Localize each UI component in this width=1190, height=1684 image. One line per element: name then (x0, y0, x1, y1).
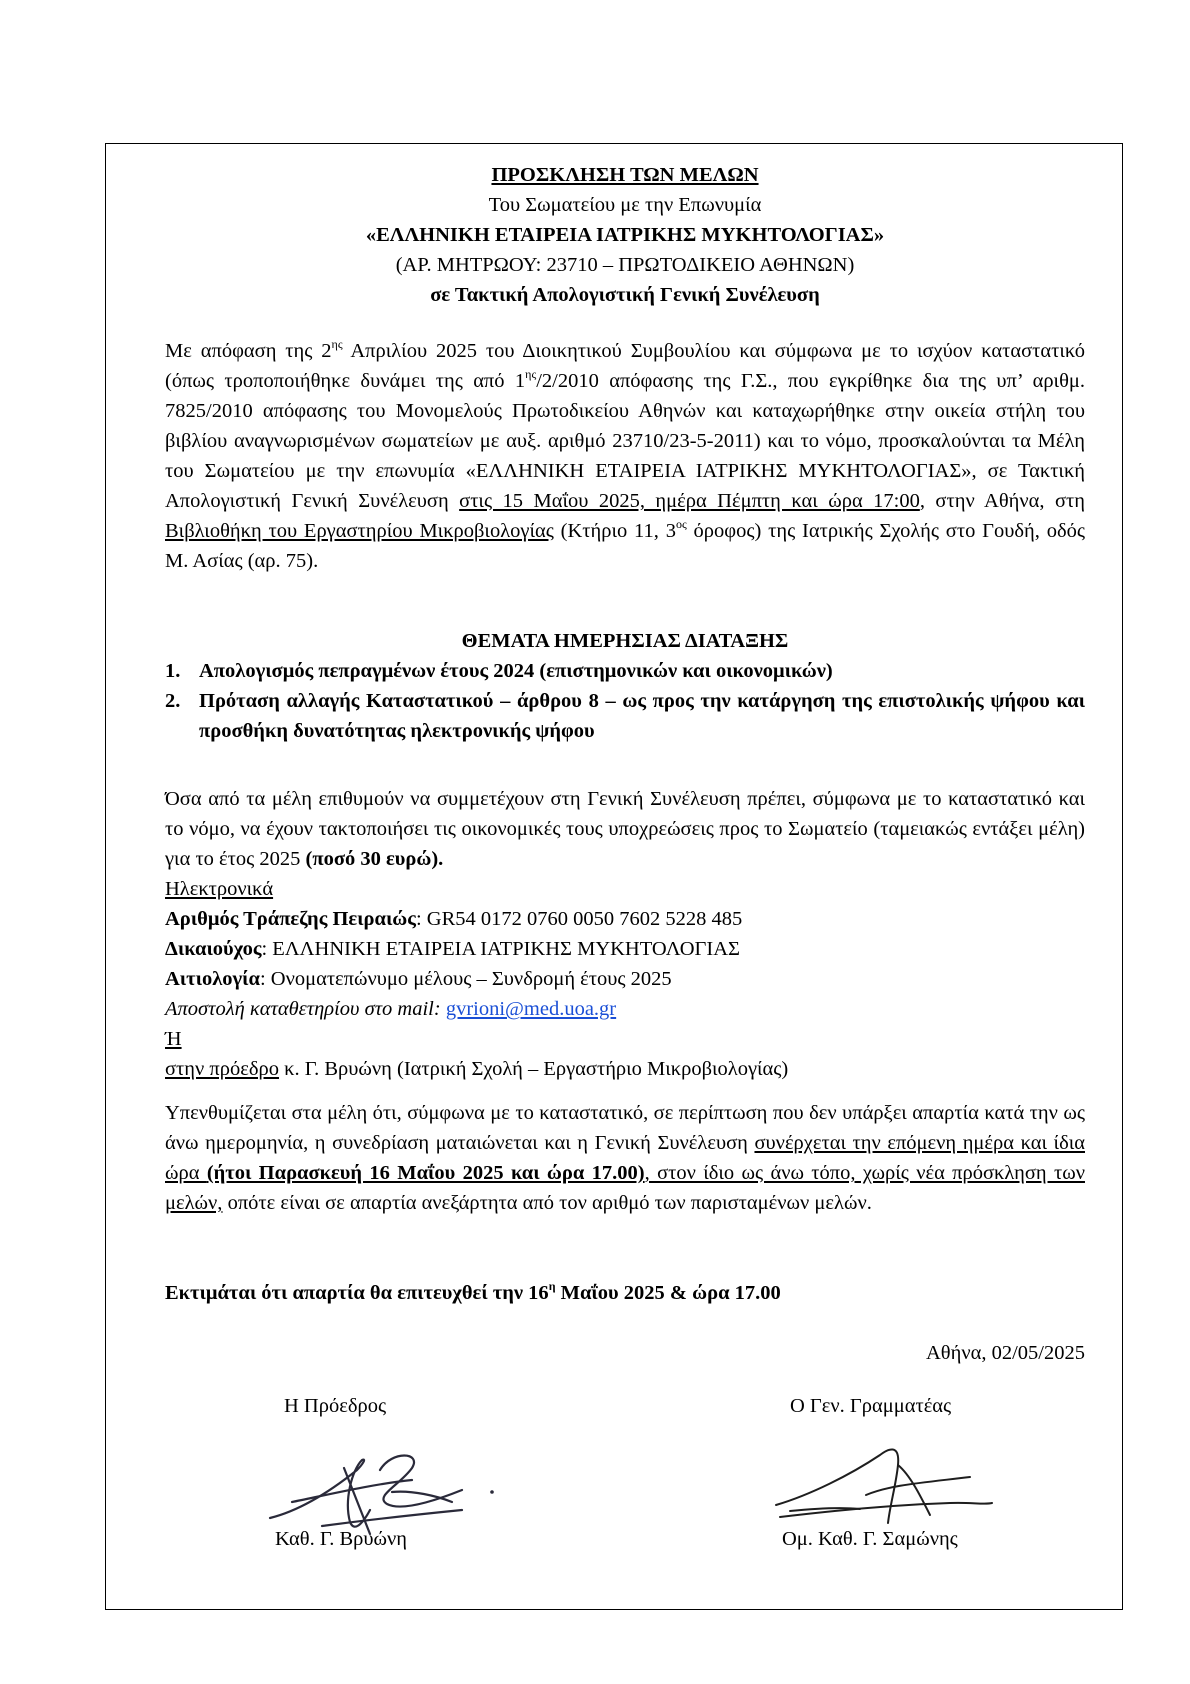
president-details: κ. Γ. Βρυώνη (Ιατρική Σχολή – Εργαστήριο Μικροβιολογίας) (278, 1058, 789, 1080)
payment-section (165, 784, 1085, 1084)
para1-sup-1: ης (331, 337, 343, 351)
agenda-section (165, 626, 1085, 746)
left-signatory-role: Η Πρόεδρος (284, 1395, 387, 1417)
para1-text-2: Απριλίου 2025 του Διοικητικού Συμβουλίου και σύμφωνα με το ισχύον καταστατικό (όπως τροποποιήθηκε δυνάμει της από 1 (165, 340, 1085, 392)
fee-amount: (ποσό 30 ευρώ). (305, 848, 444, 870)
organization-name: «ΕΛΛΗΝΙΚΗ ΕΤΑΙΡΕΙΑ ΙΑΤΡΙΚΗΣ ΜΥΚΗΤΟΛΟΓΙΑΣ» (365, 224, 885, 246)
quorum-paragraph (165, 1098, 1085, 1218)
para1-sup-2: ης (525, 367, 537, 381)
bank-iban: : GR54 0172 0760 0050 7602 5228 485 (415, 908, 743, 930)
estimate-text-2: Μαΐου 2025 & ώρα 17.00 (555, 1282, 781, 1304)
or-label: Ή (165, 1028, 182, 1050)
para2-text: Όσα από τα μέλη επιθυμούν να συμμετέχουν στη Γενική Συνέλευση πρέπει, σύμφωνα με το καταστατικό και το νόμο, να έχουν τακτοποιήσει τις οικονομικές τους υποχρεώσεις προς το Σωματείο (ταμειακώς εντάξει μέλη) για το έτος 2025 (165, 788, 1085, 870)
agenda-item (165, 686, 1085, 746)
header-line-2: Του Σωματείου με την Επωνυμία (488, 194, 762, 216)
email-link[interactable]: gvrioni@med.uoa.gr (445, 998, 617, 1020)
reason-value: : Ονοματεπώνυμο μέλους – Συνδρομή έτους 2025 (259, 968, 672, 990)
agenda-title: ΘΕΜΑΤΑ ΗΜΕΡΗΣΙΑΣ ΔΙΑΤΑΞΗΣ (461, 630, 789, 652)
agenda-item-text: Απολογισμός πεπραγμένων έτους 2024 (επιστημονικών και οικονομικών) (199, 660, 833, 682)
para1-text-6: όροφος) της Ιατρικής Σχολής στο Γουδή, οδός Μ. Ασίας (αρ. 75). (165, 520, 1085, 572)
beneficiary-value: : ΕΛΛΗΝΙΚΗ ΕΤΑΙΡΕΙΑ ΙΑΤΡΙΚΗΣ ΜΥΚΗΤΟΛΟΓΙΑΣ (261, 938, 740, 960)
beneficiary-line (165, 934, 1085, 964)
invitation-paragraph (165, 336, 1085, 576)
president-line (165, 1054, 1085, 1084)
agenda-item-text: Πρόταση αλλαγής Καταστατικού – άρθρου 8 – ως προς την κατάργηση της επιστολικής ψήφου και προσθήκη δυνατότητας ηλεκτρονικής ψήφου (199, 690, 1085, 742)
agenda-item (165, 656, 1085, 686)
right-signatory-name: Ομ. Καθ. Γ. Σαμώνης (782, 1528, 958, 1550)
registry-number: (ΑΡ. ΜΗΤΡΩΟΥ: 23710 – ΠΡΩΤΟΔΙΚΕΙΟ ΑΘΗΝΩΝ) (395, 254, 855, 276)
estimate-text-1: Εκτιμάται ότι απαρτία θα επιτευχθεί την 16 (165, 1282, 549, 1304)
header-block (165, 160, 1085, 310)
para3-text-1: Υπενθυμίζεται στα μέλη ότι, σύμφωνα με το καταστατικό, σε περίπτωση που δεν υπάρξει απαρτία κατά την ως άνω ημερομηνία, η συνεδρίαση ματαιώνεται και η Γενική Συνέλευση (165, 1102, 1085, 1154)
president-label: στην πρόεδρο (165, 1058, 279, 1080)
agenda-item-number: 2. (165, 690, 181, 712)
para3-underlined-1: συνέρχεται την επόμενη ημέρα και ίδια ώρα (165, 1132, 1085, 1184)
meeting-location: Βιβλιοθήκη του Εργαστηρίου Μικροβιολογίας (165, 520, 554, 542)
para3-underlined-2: , στον ίδιο ως άνω τόπο, χωρίς νέα πρόσκληση των μελών, (165, 1162, 1085, 1214)
right-signatory-role: Ο Γεν. Γραμματέας (790, 1395, 952, 1417)
agenda-item-number: 1. (165, 660, 181, 682)
date-line: Αθήνα, 02/05/2025 (926, 1342, 1085, 1364)
page-title: ΠΡΟΣΚΛΗΣΗ ΤΩΝ ΜΕΛΩΝ (491, 164, 759, 186)
repeat-meeting-date: (ήτοι Παρασκευή 16 Μαΐου 2025 και ώρα 17.00) (206, 1162, 645, 1184)
electronic-label: Ηλεκτρονικά (165, 878, 274, 900)
para1-text-5: (Κτήριο 11, 3 (553, 520, 676, 542)
para3-text-2: οπότε είναι σε απαρτία ανεξάρτητα από τον αριθμό των παρισταμένων μελών. (222, 1192, 872, 1214)
bank-line (165, 904, 1085, 934)
meeting-date: στις 15 Μαΐου 2025, ημέρα Πέμπτη και ώρα 17:00 (459, 490, 920, 512)
payment-paragraph (165, 784, 1085, 874)
bank-label: Αριθμός Τράπεζης Πειραιώς (165, 908, 416, 930)
para1-text-4: , στην Αθήνα, στη (919, 490, 1085, 512)
estimate-sup: η (548, 1279, 556, 1293)
para1-text-1: Με απόφαση της 2 (165, 340, 332, 362)
para1-text-3: /2/2010 απόφασης της Γ.Σ., που εγκρίθηκε δια της υπ’ αριθμ. 7825/2010 απόφασης του Μονομελούς Πρωτοδικείου Αθηνών και καταχωρήθηκε στην οικεία στήλη του βιβλίου αναγνωρισμένων σωματείων με αυξ. αριθμό 23710/23-5-2011) και το νόμο, προσκαλούνται τα Μέλη του Σωματείου με την επωνυμία «ΕΛΛΗΝΙΚΗ ΕΤΑΙΡΕΙΑ ΙΑΤΡΙΚΗΣ ΜΥΚΗΤΟΛΟΓΙΑΣ», σε Τακτική Απολογιστική Γενική Συνέλευση (165, 370, 1086, 512)
assembly-type: σε Τακτική Απολογιστική Γενική Συνέλευση (430, 284, 820, 306)
right-signature (770, 1425, 1030, 1545)
quorum-estimate (165, 1278, 1085, 1308)
send-receipt-text: Αποστολή καταθετηρίου στο mail: (165, 998, 446, 1020)
beneficiary-label: Δικαιούχος (165, 938, 262, 960)
reason-label: Αιτιολογία (165, 968, 260, 990)
left-signatory-name: Καθ. Γ. Βρυώνη (275, 1528, 408, 1550)
agenda-list (165, 656, 1085, 746)
para1-sup-3: ος (675, 517, 687, 531)
reason-line (165, 964, 1085, 994)
send-receipt-line (165, 994, 1085, 1024)
